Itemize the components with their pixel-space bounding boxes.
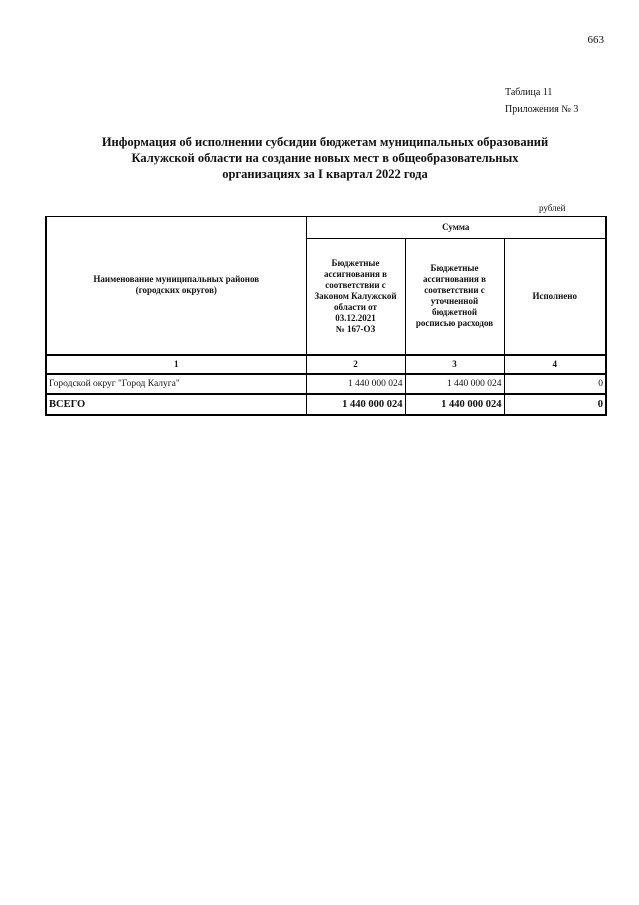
row-value-2: 1 440 000 024	[306, 374, 405, 394]
header-col-2-line: Законом Калужской	[314, 290, 397, 301]
header-col-2-line: области от	[334, 301, 377, 312]
header-col-2-line: № 167-ОЗ	[335, 323, 376, 334]
header-col-4: Исполнено	[504, 239, 606, 355]
col-number-1: 1	[46, 355, 306, 374]
title-line-2: Калужской области на создание новых мест в общеобразовательных	[131, 151, 519, 165]
header-col-2-line: 03.12.2021	[335, 312, 376, 323]
col-number-3: 3	[405, 355, 504, 374]
col-number-2: 2	[306, 355, 405, 374]
header-name-line-1: Наименование муниципальных районов	[93, 274, 260, 285]
title-line-3: организациях за I квартал 2022 года	[222, 167, 428, 181]
units-label: рублей	[539, 203, 566, 213]
header-col-3	[405, 239, 504, 355]
table-label: Таблица 11	[505, 87, 553, 98]
total-label: ВСЕГО	[46, 394, 306, 415]
header-col-3-line: ассигнования в	[423, 274, 486, 285]
table-reference	[505, 84, 578, 118]
row-name: Городской округ "Город Калуга"	[46, 374, 306, 394]
header-sum-group: Сумма	[306, 217, 606, 239]
title-line-1: Информация об исполнении субсидии бюджетам муниципальных образований	[101, 135, 549, 149]
row-value-3: 1 440 000 024	[405, 374, 504, 394]
row-value-4: 0	[504, 374, 606, 394]
total-value-2: 1 440 000 024	[306, 394, 405, 415]
total-row	[46, 394, 606, 415]
subsidy-table	[45, 216, 607, 416]
header-name-column	[46, 217, 306, 355]
page-number: 663	[587, 34, 604, 46]
header-col-3-line: уточненной	[430, 296, 479, 307]
header-col-2-line: соответствии с	[325, 279, 386, 290]
header-col-3-line: соответствии с	[424, 285, 485, 296]
table-row	[46, 374, 606, 394]
header-col-3-line: Бюджетные	[430, 263, 479, 274]
header-name-line-2: (городских округов)	[135, 285, 217, 296]
header-col-2-line: Бюджетные	[331, 257, 380, 268]
header-col-3-line: бюджетной	[431, 307, 478, 318]
document-title	[40, 134, 610, 182]
appendix-label: Приложения № 3	[505, 104, 579, 115]
header-col-2-line: ассигнования в	[324, 268, 387, 279]
header-col-3-line: росписью расходов	[415, 318, 494, 329]
total-value-4: 0	[504, 394, 606, 415]
header-col-2	[306, 239, 405, 355]
total-value-3: 1 440 000 024	[405, 394, 504, 415]
col-number-4: 4	[504, 355, 606, 374]
